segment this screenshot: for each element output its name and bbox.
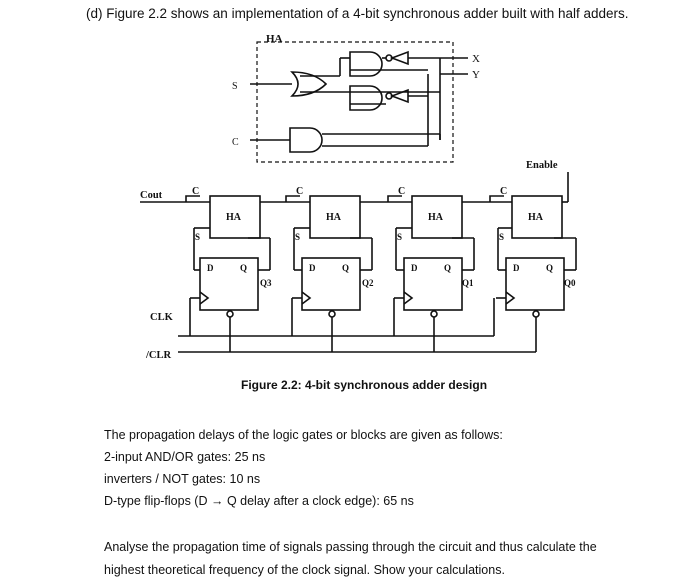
clr-label: /CLR [146, 350, 172, 361]
and-or-delay: 2-input AND/OR gates: 25 ns [104, 450, 266, 464]
ha-block-label: HA [226, 212, 241, 223]
carry-label: C [500, 186, 508, 197]
task-line-2: highest theoretical frequency of the clock signal. Show your calculations. [104, 563, 505, 577]
ff-d-label: D [207, 263, 214, 273]
stage-bit1 [388, 186, 490, 352]
and-gate-1 [350, 52, 382, 76]
figure-caption: Figure 2.2: 4-bit synchronous adder design [241, 378, 488, 392]
ff-q-label: Q [546, 263, 554, 273]
and-gate-carry [290, 128, 322, 152]
and-gate-2 [350, 86, 382, 110]
ha-output-c: C [232, 137, 239, 148]
ff-q-label: Q [240, 263, 248, 273]
q-output-1: Q1 [462, 278, 474, 288]
q-output-0: Q0 [564, 278, 576, 288]
carry-label: C [296, 186, 304, 197]
enable-label: Enable [526, 160, 558, 171]
ha-input-y: Y [472, 69, 480, 81]
stage-bit0 [490, 186, 576, 352]
ff-d-label: D [513, 263, 520, 273]
sum-label: S [295, 232, 301, 242]
ha-block-label: HA [428, 212, 443, 223]
not-gate-1 [392, 52, 408, 64]
sum-label: S [195, 232, 201, 242]
cout-label: Cout [140, 190, 163, 201]
ff-q-label: Q [342, 263, 350, 273]
sum-label: S [499, 232, 505, 242]
dff-delay: D-type flip-flops (D → Q delay after a clock edge): 65 ns [104, 494, 414, 508]
q-output-3: Q3 [260, 278, 272, 288]
stage-bit3 [186, 186, 286, 352]
carry-label: C [192, 186, 200, 197]
question-title: (d) Figure 2.2 shows an implementation of a 4-bit synchronous adder built with half adders. [86, 6, 629, 21]
ha-input-x: X [472, 53, 480, 65]
delays-intro: The propagation delays of the logic gates or blocks are given as follows: [104, 428, 503, 442]
task-line-1: Analyse the propagation time of signals passing through the circuit and thus calculate the [104, 540, 597, 554]
ha-output-s: S [232, 81, 238, 92]
ff-q-label: Q [444, 263, 452, 273]
stage-bit2 [286, 186, 388, 352]
ff-d-label: D [309, 263, 316, 273]
carry-label: C [398, 186, 406, 197]
q-output-2: Q2 [362, 278, 374, 288]
half-adder-detail [232, 33, 480, 162]
ff-d-label: D [411, 263, 418, 273]
clk-label: CLK [150, 312, 173, 323]
not-delay: inverters / NOT gates: 10 ns [104, 472, 261, 486]
sum-label: S [397, 232, 403, 242]
ha-detail-label: HA [266, 33, 283, 45]
ha-block-label: HA [528, 212, 543, 223]
ha-block-label: HA [326, 212, 341, 223]
